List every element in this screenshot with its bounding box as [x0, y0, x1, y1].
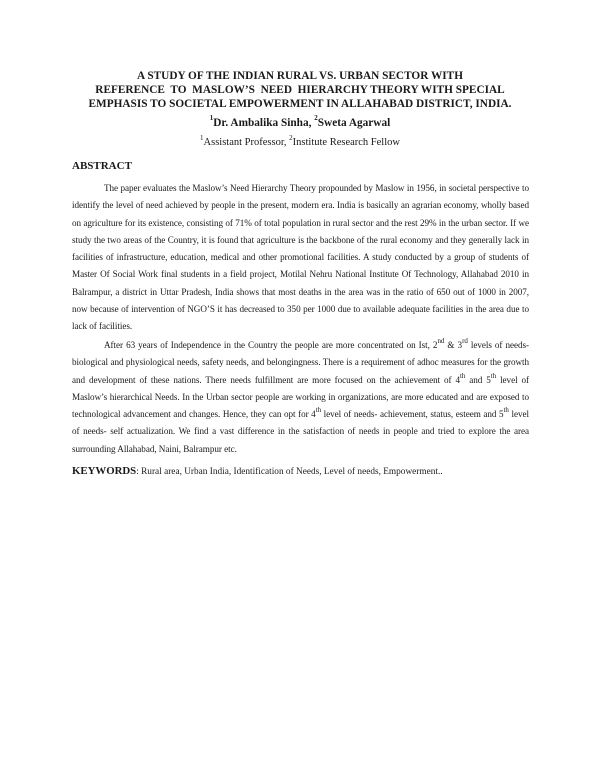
ordinal-superscript: nd: [437, 336, 445, 345]
author-superscript: 1: [209, 114, 214, 123]
keywords-text: : Rural area, Urban India, Identification of Needs, Level of needs, Empowerment..: [136, 467, 443, 477]
paragraph-text: and 5: [465, 374, 491, 385]
affiliation-role: Institute Research Fellow: [292, 137, 400, 148]
paragraph-text: level of needs- self actualization. We find a vast difference in the satisfaction of needs in people and tried to explore the area surrounding Allahabad, Naini, Balrampur etc.: [72, 409, 529, 454]
ordinal-superscript: th: [503, 406, 509, 415]
author-line: [0, 116, 600, 130]
author-name: Dr. Ambalika Sinha,: [213, 117, 315, 129]
paragraph-text: levels of needs- biological and physiological needs, safety needs, and belongingness. There is a requirement of adhoc measures for the growth and development of these nations. There needs fulfillment are more focused on the achievement of 4: [72, 340, 529, 385]
ordinal-superscript: rd: [462, 336, 468, 345]
paragraph-text: level of Maslow’s hierarchical Needs. In the Urban sector people are working in organizations, are more educated and are exposed to technological advancement and changes. Hence, they can opt for 4: [72, 374, 529, 420]
author-superscript: 2: [314, 114, 318, 123]
abstract-paragraph: [72, 337, 529, 458]
title-line: A STUDY OF THE INDIAN RURAL VS. URBAN SECTOR WITH: [136, 70, 463, 82]
ordinal-superscript: th: [490, 371, 497, 380]
ordinal-superscript: th: [459, 371, 466, 380]
paragraph-text: & 3: [444, 340, 463, 350]
abstract-paragraph: The paper evaluates the Maslow’s Need Hierarchy Theory propounded by Maslow in 1956, in societal perspective to identify the level of need achieved by people in the present, modern era. India is basically an agrarian economy, wholly based on agriculture for its existence, consisting of 71% of total population in rural sector and the rest 29% in the urban sector. If we study the two areas of the Country, it is found that agriculture is the backbone of the rural economy and they generally lack in facilities of infrastructure, education, medical and other promotional facilities. A study conducted by a group of students of Master Of Social Work final students in a field project, Motilal Nehru National Institute Of Technology, Allahabad 2010 in Balrampur, a district in Uttar Pradesh, India shows that most deaths in the area was in the ratio of 650 out of 1000 in 2007, now because of intervention of NGO’S it has decreased to 350 per 1000 due to available adequate facilities in the area due to lack of facilities.: [72, 183, 529, 332]
title-line: EMPHASIS TO SOCIETAL EMPOWERMENT IN ALLAHABAD DISTRICT, INDIA.: [88, 98, 512, 110]
author-name: Sweta Agarwal: [317, 117, 391, 129]
abstract-heading: ABSTRACT: [72, 160, 132, 172]
paragraph-text: After 63 years of Independence in the Country the people are more concentrated on Ist, 2: [104, 340, 438, 350]
affiliation-superscript: 1: [200, 133, 204, 142]
paragraph-text: level of needs- achievement, status, esteem and 5: [321, 409, 504, 420]
keywords-line: [72, 464, 532, 479]
ordinal-superscript: th: [315, 406, 322, 415]
keywords-label: KEYWORDS: [72, 465, 137, 477]
paper-title: [60, 69, 540, 111]
title-line: REFERENCE TO MASLOW’S NEED HIERARCHY THEORY WITH SPECIAL: [95, 84, 505, 96]
affiliation-role: Assistant Professor,: [203, 137, 290, 148]
affiliation-superscript: 2: [289, 133, 293, 142]
affiliation-line: [0, 133, 600, 150]
